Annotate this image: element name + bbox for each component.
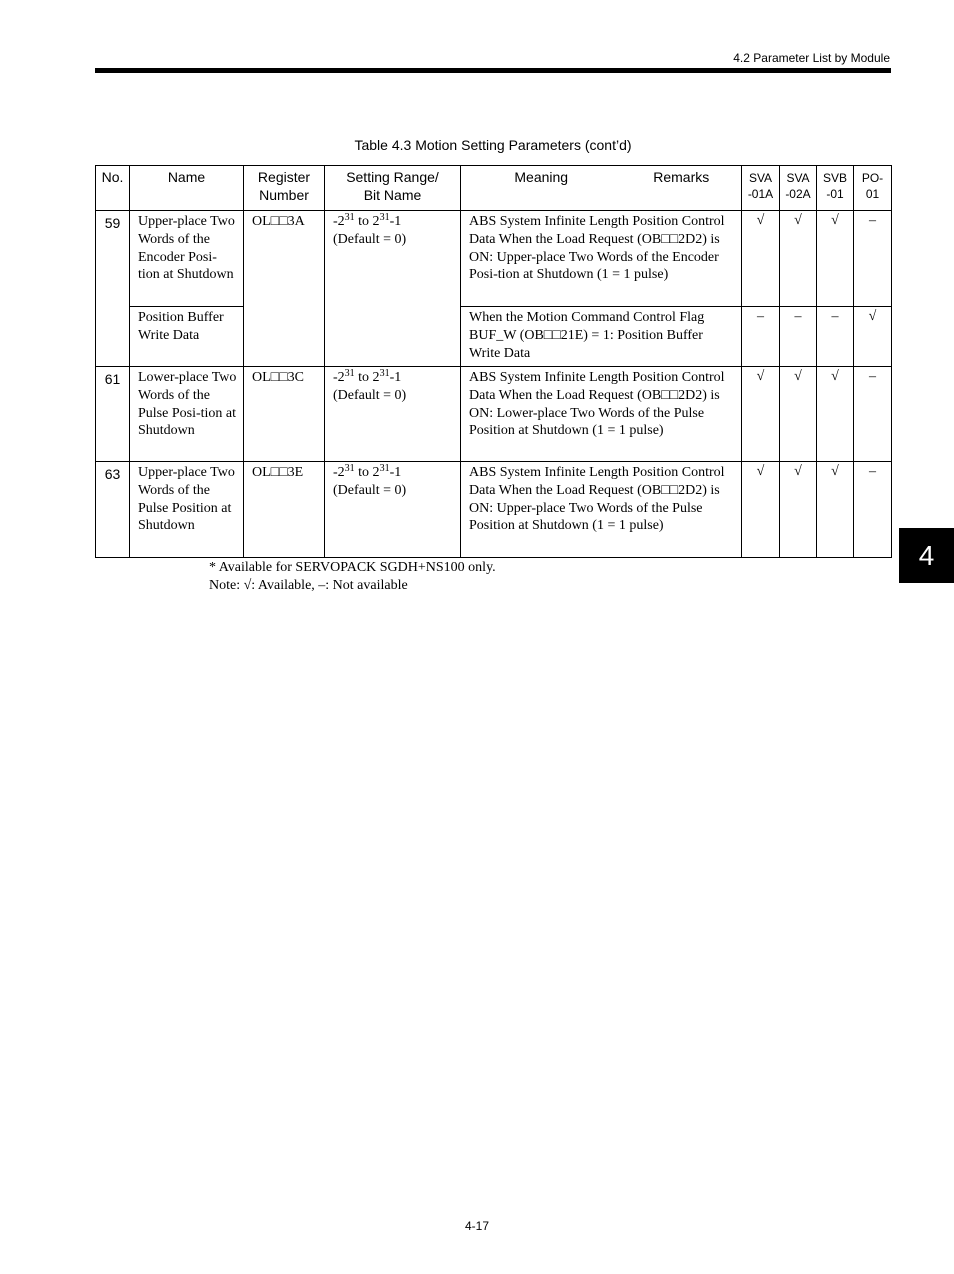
col-header-no: No. bbox=[96, 166, 130, 211]
availability-svb-01: √ bbox=[817, 367, 854, 462]
col-header-svb-01: SVB -01 bbox=[817, 166, 854, 211]
availability-sva-02a: √ bbox=[780, 367, 817, 462]
register-number: OL□□3A bbox=[244, 211, 325, 367]
col-header-po-01: PO- 01 bbox=[854, 166, 892, 211]
availability-po-01: – bbox=[854, 462, 892, 558]
table-row bbox=[96, 211, 892, 307]
setting-range: $-2^{31}$ to $2^{31}-1$ (Default = 0) bbox=[325, 211, 461, 367]
meaning-text: ABS System Infinite Length Position Control Data When the Load Request (OB□□2D2) is ON: Upper-place Two Words of the Encoder Posi-tion at Shutdown (1 = 1 pulse) bbox=[461, 211, 742, 307]
parameter-name: Position Buffer Write Data bbox=[130, 307, 244, 367]
table-row bbox=[96, 307, 892, 367]
setting-range: $-2^{31}$ to $2^{31}-1$ (Default = 0) bbox=[325, 367, 461, 462]
table-row bbox=[96, 367, 892, 462]
availability-sva-02a: √ bbox=[780, 462, 817, 558]
motion-setting-parameters-table bbox=[95, 165, 892, 558]
footnote-servopack: * Available for SERVOPACK SGDH+NS100 only. bbox=[209, 560, 496, 575]
availability-sva-02a: – bbox=[780, 307, 817, 367]
table-row bbox=[96, 462, 892, 558]
footnote-legend: Note: √: Available, –: Not available bbox=[209, 578, 408, 593]
col-header-sva-02a: SVA -02A bbox=[780, 166, 817, 211]
chapter-tab: 4 bbox=[899, 528, 954, 583]
availability-svb-01: √ bbox=[817, 462, 854, 558]
parameter-name: Upper-place Two Words of the Pulse Position at Shutdown bbox=[130, 462, 244, 558]
running-header: 4.2 Parameter List by Module bbox=[733, 51, 890, 65]
availability-sva-01a: √ bbox=[742, 211, 780, 307]
col-header-sva-01a: SVA -01A bbox=[742, 166, 780, 211]
col-header-meaning: Meaning bbox=[461, 166, 622, 211]
parameter-name: Upper-place Two Words of the Encoder Posi-tion at Shutdown bbox=[130, 211, 244, 307]
availability-po-01: – bbox=[854, 367, 892, 462]
table-header-row bbox=[96, 166, 892, 211]
availability-sva-01a: √ bbox=[742, 367, 780, 462]
row-number: 59 bbox=[96, 211, 130, 367]
row-number: 61 bbox=[96, 367, 130, 462]
page-number: 4-17 bbox=[464, 1219, 490, 1233]
availability-sva-02a: √ bbox=[780, 211, 817, 307]
setting-range: $-2^{31}$ to $2^{31}-1$ (Default = 0) bbox=[325, 462, 461, 558]
meaning-text: When the Motion Command Control Flag BUF_W (OB□□21E) = 1: Position Buffer Write Data bbox=[461, 307, 742, 367]
availability-sva-01a: √ bbox=[742, 462, 780, 558]
col-header-remarks: Remarks bbox=[622, 166, 742, 211]
availability-po-01: √ bbox=[854, 307, 892, 367]
meaning-text: ABS System Infinite Length Position Control Data When the Load Request (OB□□2D2) is ON: Upper-place Two Words of the Pulse Position at Shutdown (1 = 1 pulse) bbox=[461, 462, 742, 558]
register-number: OL□□3E bbox=[244, 462, 325, 558]
availability-svb-01: – bbox=[817, 307, 854, 367]
meaning-text: ABS System Infinite Length Position Control Data When the Load Request (OB□□2D2) is ON: Lower-place Two Words of the Pulse Position at Shutdown (1 = 1 pulse) bbox=[461, 367, 742, 462]
table-caption: Table 4.3 Motion Setting Parameters (cont’d) bbox=[354, 137, 632, 153]
col-header-name: Name bbox=[130, 166, 244, 211]
col-header-register: Register Number bbox=[244, 166, 325, 211]
row-number: 63 bbox=[96, 462, 130, 558]
availability-po-01: – bbox=[854, 211, 892, 307]
parameter-name: Lower-place Two Words of the Pulse Posi-tion at Shutdown bbox=[130, 367, 244, 462]
header-rule bbox=[95, 68, 891, 73]
availability-sva-01a: – bbox=[742, 307, 780, 367]
col-header-setting-range: Setting Range/ Bit Name bbox=[325, 166, 461, 211]
register-number: OL□□3C bbox=[244, 367, 325, 462]
availability-svb-01: √ bbox=[817, 211, 854, 307]
